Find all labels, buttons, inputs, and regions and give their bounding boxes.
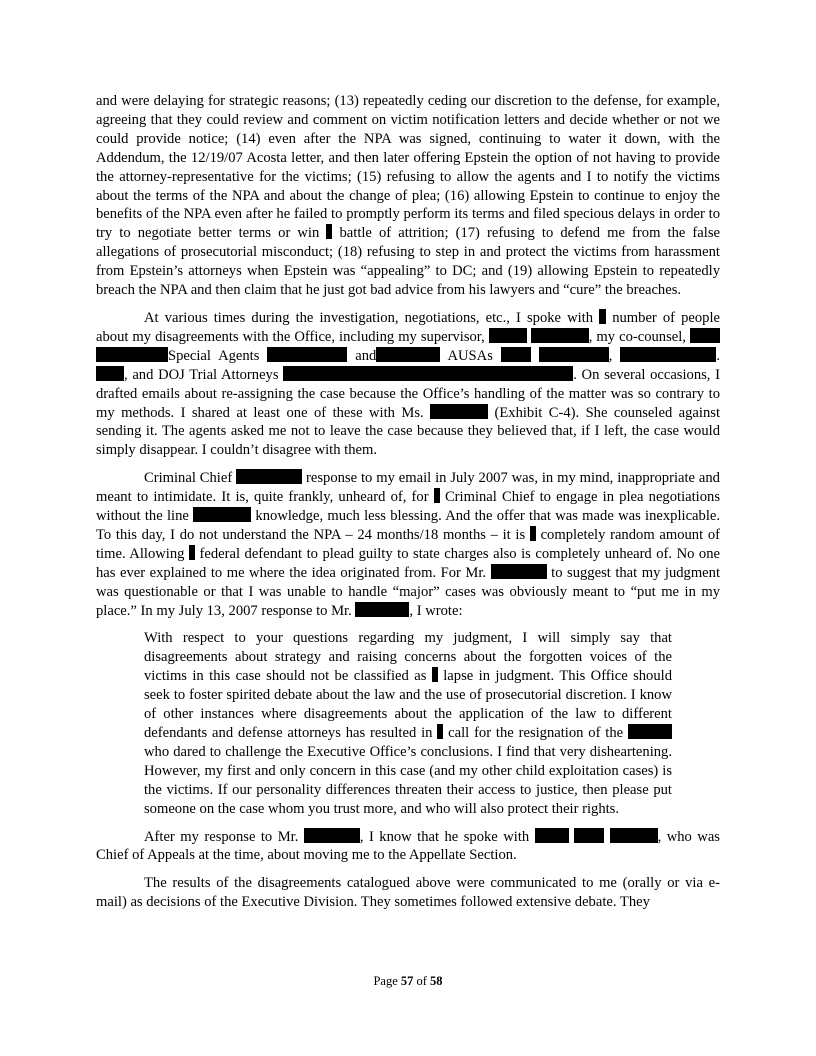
redaction-block (434, 488, 440, 503)
block-quote: With respect to your questions regarding my judgment, I will simply say that disagreements about strategy and raising concerns about the forgotten voices of the victims in this case should not be classified as lapse in judgment. This Office should seek to foster spirited debate about the law and the use of prosecutorial discretion. I know of other instances where disagreements about the application of the law to different defendants and defense attorneys has resulted in call for the resignation of the who dared to challenge the Executive Office’s conclusions. I find that very disheartening. However, my first and only concern in this case (and my other child exploitation cases) is the victims. If our personality differences threaten their access to justice, then please put someone on the case whom you trust more, and who will also protect their rights. (144, 630, 673, 817)
redaction-block (437, 724, 443, 739)
redaction-block (539, 347, 609, 362)
redaction-block (489, 328, 527, 343)
redaction-block (628, 724, 672, 739)
redaction-block (599, 309, 606, 324)
redaction-block (283, 366, 573, 381)
redaction-block (189, 545, 195, 560)
redaction-block (610, 828, 658, 843)
redaction-block (535, 828, 569, 843)
document-body (96, 92, 720, 921)
redaction-block (355, 602, 409, 617)
paragraph-criminal-chief: Criminal Chief response to my email in July 2007 was, in my mind, inappropriate and meant to intimidate. It is, quite frankly, unheard of, for Criminal Chief to engage in plea negotiations without the line knowledge, much less blessing. And the offer that was made was inexplicable. To this day, I do not understand the NPA – 24 months/18 months – it is completely random amount of time. Allowing federal defendant to plead guilty to state charges also is completely unheard of. No one has ever explained to me where the idea originated from. For Mr. to suggest that my judgment was questionable or that I was unable to handle “major” cases was obviously meant to “put me in my place.” In my July 13, 2007 response to Mr. , I wrote: (96, 470, 721, 619)
redaction-block (690, 328, 720, 343)
paragraph-continued: and were delaying for strategic reasons; (13) repeatedly ceding our discretion to the defense, for example, agreeing that they could review and comment on victim notification letters and decide whether or not we could provide notice; (14) even after the NPA was signed, continuing to water it down, with the Addendum, the 12/19/07 Acosta letter, and then later offering Epstein the option of not having to provide the attorney-representative for the victims; (15) refusing to allow the agents and I to notify the victims about the terms of the NPA and about the change of plea; (16) allowing Epstein to continue to enjoy the benefits of the NPA even after he failed to promptly perform its terms and filed specious delays in order to try to negotiate better terms or win battle of attrition; (17) refusing to defend me from the false allegations of prosecutorial misconduct; (18) refusing to step in and protect the victims from harassment from Epstein’s attorneys when Epstein was “appealing” to DC; and (19) allowing Epstein to repeatedly breach the NPA and then claim that he just got bad advice from his lawyers and “cure” the breaches. (96, 93, 720, 299)
redaction-block (694, 347, 716, 362)
redaction-block (430, 404, 488, 419)
redaction-block (193, 507, 251, 522)
redaction-block (530, 526, 536, 541)
page-current: 57 (400, 974, 414, 988)
redaction-block (491, 564, 547, 579)
redaction-block (326, 224, 332, 239)
page-of: of (416, 974, 427, 988)
redaction-block (267, 347, 347, 362)
page-footer (0, 974, 816, 989)
redaction-block (236, 469, 302, 484)
redaction-block (574, 828, 604, 843)
redaction-block (432, 667, 438, 682)
redaction-block (96, 366, 124, 381)
paragraph-disagreements: At various times during the investigation, negotiations, etc., I spoke with number of people about my disagreements with the Office, including my supervisor, , my co-counsel, Special Agents and AUSAs , . , and DOJ Trial Attorneys . On several occasions, I drafted emails about re-assigning the case because the Office’s handling of the matter was so contrary to my methods. I shared at least one of these with Ms. (Exhibit C-4). She counseled against sending it. The agents asked me not to leave the case because they believed that, if I left, the case would simply disappear. I couldn’t disagree with them. (96, 309, 720, 459)
redaction-block (501, 347, 531, 362)
redaction-block (531, 328, 589, 343)
paragraph-results: The results of the disagreements catalogued above were communicated to me (orally or via e-mail) as decisions of the Executive Division. They sometimes followed extensive debate. They (96, 875, 720, 911)
page-total: 58 (430, 974, 443, 988)
redaction-block (376, 347, 440, 362)
page-label: Page (373, 974, 398, 988)
redaction-block (620, 347, 694, 362)
paragraph-after-response: After my response to Mr. , I know that he spoke with , who was Chief of Appeals at the time, about moving me to the Appellate Section. (96, 828, 720, 864)
redaction-block (304, 828, 360, 843)
redaction-block (96, 347, 168, 362)
